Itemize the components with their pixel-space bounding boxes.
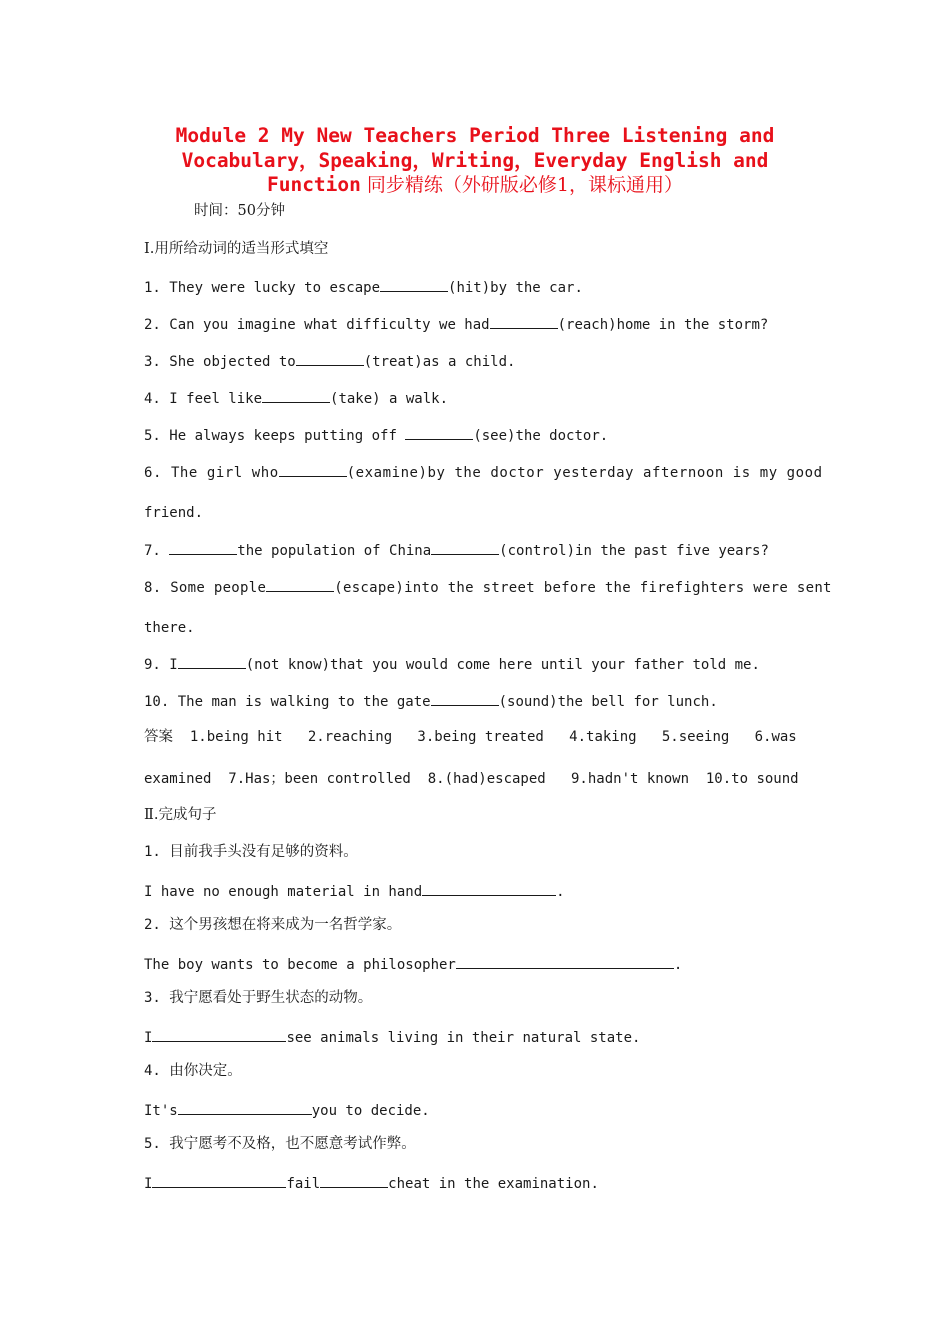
sentence-item-5-en: I fail cheat in the examination. (144, 1173, 599, 1193)
sentence-item-1-cn: 1. 目前我手头没有足够的资料。 (144, 844, 358, 860)
sentence-item-4-en: It's you to decide. (144, 1100, 430, 1120)
title-line-3-cn: 同步精练（外研版必修1，课标通用） (360, 174, 684, 196)
time-limit: 时间：50分钟 (194, 203, 285, 219)
sentence-item-4-cn: 4. 由你决定。 (144, 1063, 242, 1079)
answer-key-line-2: examined 7.Has；been controlled 8.(had)escaped 9.hadn't known 10.to sound (144, 771, 799, 787)
exercise-item-8: 8. Some people (escape)into the street before the firefighters were sent (144, 577, 832, 597)
title-line-3 (150, 173, 800, 198)
exercise-item-10: 10. The man is walking to the gate (sound)the bell for lunch. (144, 691, 718, 711)
title-line-1: Module 2 My New Teachers Period Three Listening and (175, 124, 775, 147)
section-2-heading: Ⅱ.完成句子 (144, 807, 217, 823)
sentence-item-5-cn: 5. 我宁愿考不及格，也不愿意考试作弊。 (144, 1136, 416, 1152)
answer-key-line-1: 答案 1.being hit 2.reaching 3.being treated 4.taking 5.seeing 6.was (144, 729, 797, 745)
answer-label: 答案 (144, 729, 173, 745)
sentence-item-3-en: I see animals living in their natural state. (144, 1027, 640, 1047)
sentence-item-1-en: I have no enough material in hand . (144, 881, 565, 901)
document-title (150, 124, 800, 198)
exercise-item-9: 9. I (not know)that you would come here until your father told me. (144, 654, 760, 674)
exercise-item-6: 6. The girl who (examine)by the doctor yesterday afternoon is my good (144, 462, 823, 482)
exercise-item-2: 2. Can you imagine what difficulty we had (reach)home in the storm? (144, 314, 768, 334)
sentence-item-3-cn: 3. 我宁愿看处于野生状态的动物。 (144, 990, 373, 1006)
section-1-heading: Ⅰ.用所给动词的适当形式填空 (144, 241, 329, 257)
exercise-item-8-continued: there. (144, 620, 195, 636)
title-line-2: Vocabulary，Speaking，Writing，Everyday English and (181, 148, 769, 172)
title-line-3-en: Function (266, 173, 361, 196)
exercise-item-6-continued: friend. (144, 505, 204, 521)
exercise-item-7: 7. the population of China (control)in the past five years? (144, 540, 769, 560)
exercise-item-3: 3. She objected to (treat)as a child. (144, 351, 515, 371)
sentence-item-2-en: The boy wants to become a philosopher . (144, 954, 682, 974)
exercise-item-5: 5. He always keeps putting off (see)the doctor. (144, 425, 608, 445)
exercise-item-4: 4. I feel like (take) a walk. (144, 388, 448, 408)
sentence-item-2-cn: 2. 这个男孩想在将来成为一名哲学家。 (144, 917, 402, 933)
exercise-item-1: 1. They were lucky to escape (hit)by the car. (144, 277, 583, 297)
